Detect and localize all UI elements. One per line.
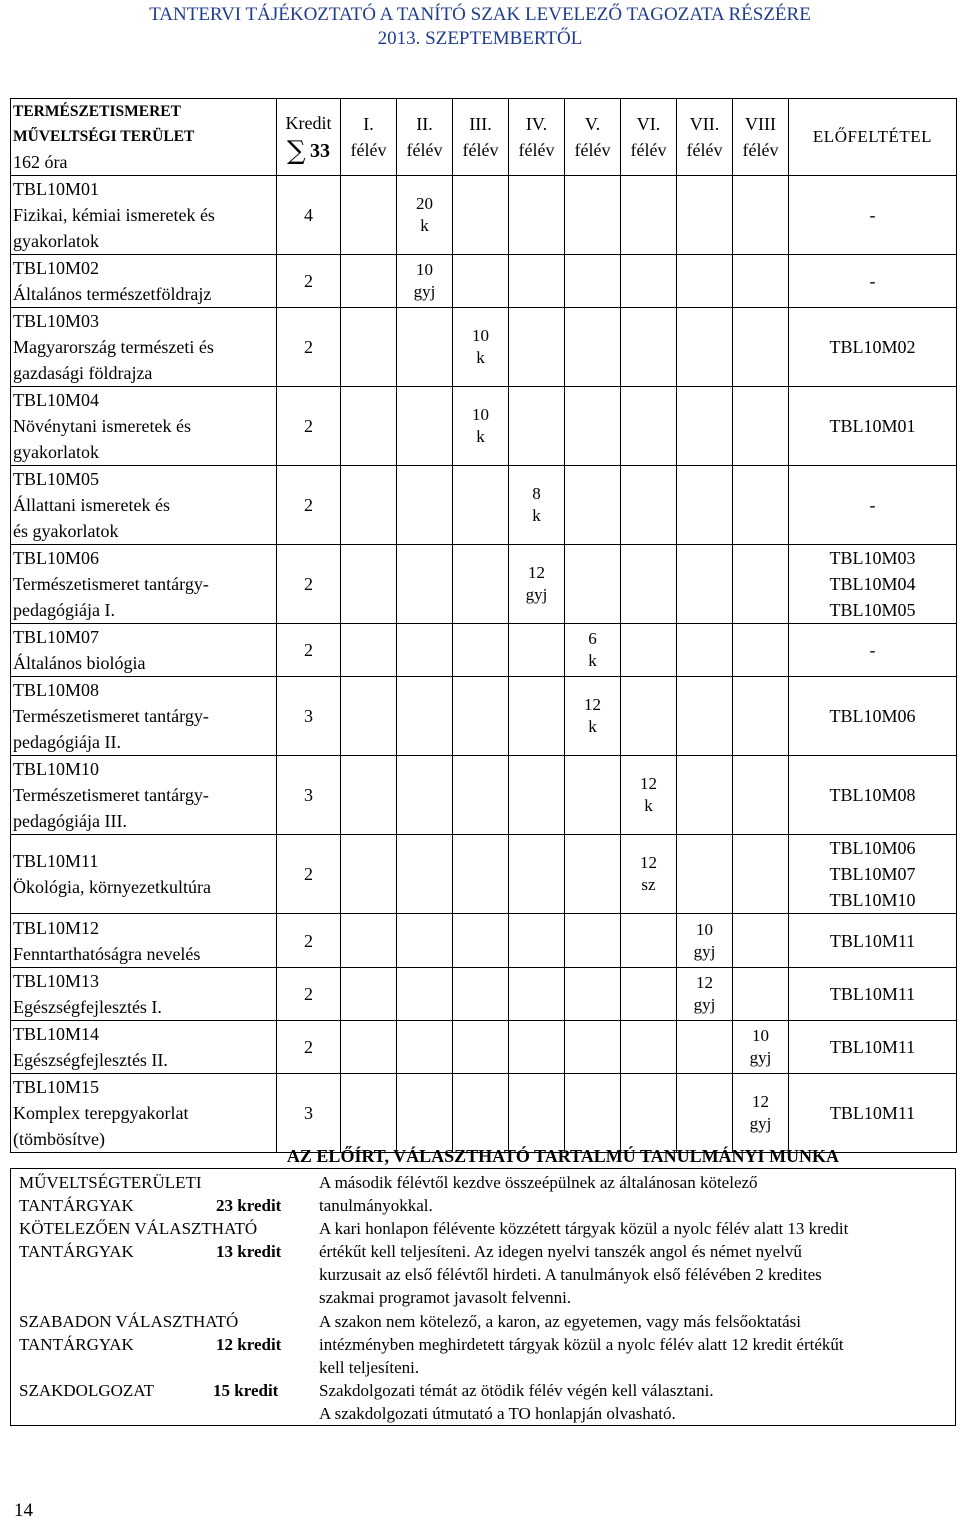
semester-cell [621, 387, 677, 466]
semester-cell [733, 677, 789, 756]
prerequisite-cell [789, 914, 957, 968]
semester-header-8: VIII félév [733, 99, 789, 176]
semester-cell [341, 545, 397, 624]
course-assessment-type: k [588, 651, 597, 670]
course-code: TBL10M07 [13, 627, 100, 647]
semester-cell [565, 387, 621, 466]
course-code: TBL10M02 [13, 258, 100, 278]
course-row [11, 835, 957, 914]
course-assessment-type: k [588, 717, 597, 736]
course-code: TBL10M01 [13, 179, 100, 199]
course-credit: 2 [277, 387, 341, 466]
semester-cell [509, 1021, 565, 1074]
course-code: TBL10M11 [13, 851, 99, 871]
prerequisite-cell [789, 387, 957, 466]
prerequisite-item: TBL10M06 [829, 706, 916, 726]
semester-cell [397, 968, 453, 1021]
semester-cell [565, 1074, 621, 1153]
semester-cell [341, 968, 397, 1021]
area-title-line2: MŰVELTSÉGI TERÜLET [13, 128, 195, 145]
course-row [11, 308, 957, 387]
semester-cell [677, 677, 733, 756]
course-hours: 10 [696, 919, 713, 939]
course-code: TBL10M04 [13, 390, 100, 410]
semester-cell [733, 545, 789, 624]
semester-cell [733, 835, 789, 914]
semester-cell [509, 624, 565, 677]
semester-cell [453, 176, 509, 255]
semester-cell [621, 1074, 677, 1153]
course-hours: 12 [696, 973, 713, 992]
semester-cell [453, 835, 509, 914]
prerequisite-cell [789, 545, 957, 624]
semester-cell [341, 677, 397, 756]
semester-cell [453, 624, 509, 677]
semester-cell [453, 387, 509, 466]
semester-cell [565, 914, 621, 968]
prerequisite-item: TBL10M11 [829, 1103, 916, 1123]
semester-cell [733, 756, 789, 835]
course-hours: 10 [416, 260, 433, 279]
semester-cell [733, 1074, 789, 1153]
course-hours: 12 [752, 1092, 769, 1111]
prerequisite-item: TBL10M07 [829, 864, 916, 884]
kredit-header-cell [277, 99, 341, 176]
semester-cell [677, 176, 733, 255]
semester-cell [453, 255, 509, 308]
course-code: TBL10M13 [13, 971, 100, 991]
semester-cell [397, 387, 453, 466]
course-credit: 2 [277, 466, 341, 545]
course-row [11, 756, 957, 835]
semester-cell [677, 756, 733, 835]
course-name-cell [11, 1074, 277, 1153]
semester-cell [509, 255, 565, 308]
semester-cell [509, 914, 565, 968]
course-name-line1: Magyarország természeti és [13, 337, 214, 357]
semester-cell [565, 466, 621, 545]
course-credit: 2 [277, 255, 341, 308]
course-name-line1: Fenntarthatóságra nevelés [13, 943, 201, 964]
prerequisite-cell [789, 677, 957, 756]
kredit-label: Kredit [285, 112, 332, 133]
semester-cell [565, 176, 621, 255]
page-number: 14 [14, 1500, 33, 1521]
course-name-line1: Ökológia, környezetkultúra [13, 877, 211, 897]
course-assessment-type: gyj [413, 282, 436, 301]
course-row [11, 1074, 957, 1153]
prerequisite-item: - [869, 640, 876, 660]
course-name-cell [11, 624, 277, 677]
semester-cell [453, 677, 509, 756]
semester-cell [453, 308, 509, 387]
course-name-cell [11, 1021, 277, 1074]
semester-cell [733, 387, 789, 466]
prerequisite-item: - [869, 495, 876, 515]
course-name-line1: Növénytani ismeretek és [13, 416, 191, 436]
course-name-cell [11, 308, 277, 387]
semester-cell [397, 756, 453, 835]
course-row [11, 255, 957, 308]
course-credit: 2 [277, 914, 341, 968]
semester-cell [453, 466, 509, 545]
course-name-line1: Általános természetföldrajz [13, 284, 212, 304]
prerequisite-item: TBL10M03 [829, 548, 916, 568]
prerequisite-cell [789, 1074, 957, 1153]
semester-cell [677, 968, 733, 1021]
semester-cell [677, 466, 733, 545]
semester-cell [733, 1021, 789, 1074]
semester-cell [509, 466, 565, 545]
course-name-cell [11, 545, 277, 624]
course-assessment-type: gyj [693, 941, 716, 961]
course-assessment-type: gyj [693, 995, 716, 1014]
semester-cell [397, 1021, 453, 1074]
course-hours: 6 [588, 629, 597, 648]
semester-cell [453, 1021, 509, 1074]
semester-header-1: I. félév [341, 99, 397, 176]
semester-cell [621, 176, 677, 255]
prerequisite-cell [789, 308, 957, 387]
prerequisite-cell [789, 176, 957, 255]
course-name-line1: Állattani ismeretek és [13, 495, 170, 515]
course-name-line2: pedagógiája I. [13, 600, 115, 620]
semester-cell [565, 835, 621, 914]
course-code: TBL10M15 [13, 1077, 100, 1097]
course-credit: 3 [277, 756, 341, 835]
semester-cell [509, 1074, 565, 1153]
prerequisite-item: TBL10M04 [829, 574, 916, 594]
semester-cell [341, 914, 397, 968]
course-assessment-type: k [420, 216, 429, 235]
course-name-line1: Általános biológia [13, 653, 146, 673]
semester-cell [509, 968, 565, 1021]
semester-header-2: II. félév [397, 99, 453, 176]
course-assessment-type: k [644, 796, 653, 815]
semester-cell [397, 914, 453, 968]
course-assessment-type: gyj [525, 585, 548, 604]
semester-cell [565, 308, 621, 387]
course-name-line2: gazdasági földrajza [13, 363, 153, 383]
semester-cell [341, 387, 397, 466]
course-row [11, 176, 957, 255]
semester-cell [677, 308, 733, 387]
prerequisite-item: TBL10M11 [829, 930, 916, 951]
course-credit: 3 [277, 677, 341, 756]
course-credit: 2 [277, 545, 341, 624]
course-name-line2: (tömbösítve) [13, 1129, 105, 1149]
prerequisite-item: TBL10M10 [829, 890, 916, 910]
prerequisite-cell [789, 835, 957, 914]
semester-cell [397, 835, 453, 914]
course-name-cell [11, 176, 277, 255]
area-hours: 162 óra [13, 152, 68, 172]
course-name-line2: gyakorlatok [13, 231, 99, 251]
prerequisite-item: - [869, 205, 876, 225]
prerequisite-item: TBL10M11 [829, 984, 916, 1004]
notes-box: MŰVELTSÉGTERÜLETI TANTÁRGYAK 23 kredit A második félévtől kezdve összeépülnek az általánosan kötelező tanulmányokkal. KÖTELEZŐEN VÁLASZTHATÓ TANTÁRGYAK 13 kredit A kari honlapon félévente közzétett tárgyak közül a nyolc félév alatt 13 kredit értékűt kell teljesíteni. Az idegen nyelvi tanszék angol és német nyelvű kurzusait az első félévtől hirdeti. A tanulmányok első félévében 2 kredites szakmai programot javasolt felvenni. SZABADON VÁLASZTHATÓ TANTÁRGYAK 12 kredit A szakon nem kötelező, a karon, az egyetemen, vagy más felsőoktatási intézményben meghirdetett tárgyak közül a nyolc félév alatt 12 kredit értékűt kell teljesíteni. SZAKDOLGOZAT 15 kredit Szakdolgozati témát az ötödik félév végén kell választani. A szakdolgozati útmutató a TO honlapján olvasható. [10, 1168, 956, 1426]
course-name-cell [11, 835, 277, 914]
semester-cell [509, 545, 565, 624]
semester-cell [677, 1074, 733, 1153]
semester-cell [397, 677, 453, 756]
course-name-cell [11, 466, 277, 545]
course-name-line2: pedagógiája III. [13, 811, 127, 831]
table-header-row [11, 99, 957, 176]
semester-header-3: III. félév [453, 99, 509, 176]
semester-cell [453, 1074, 509, 1153]
course-code: TBL10M05 [13, 469, 100, 489]
semester-cell [509, 387, 565, 466]
course-name-line2: gyakorlatok [13, 442, 99, 462]
prerequisite-item: TBL10M06 [829, 838, 916, 858]
course-credit: 2 [277, 968, 341, 1021]
semester-cell [677, 255, 733, 308]
course-code: TBL10M06 [13, 548, 100, 568]
semester-cell [565, 1021, 621, 1074]
prerequisite-item: TBL10M05 [829, 600, 916, 620]
curriculum-table [10, 98, 957, 1153]
course-hours: 12 [640, 853, 657, 872]
semester-cell [621, 968, 677, 1021]
course-name-line1: Egészségfejlesztés II. [13, 1050, 168, 1070]
course-credit: 2 [277, 308, 341, 387]
course-hours: 10 [472, 405, 489, 424]
course-assessment-type: k [476, 348, 485, 367]
semester-cell [621, 545, 677, 624]
document-title: TANTERVI TÁJÉKOZTATÓ A TANÍTÓ SZAK LEVELEZŐ TAGOZATA RÉSZÉRE [149, 4, 811, 25]
semester-cell [621, 677, 677, 756]
semester-cell [621, 835, 677, 914]
course-hours: 10 [752, 1026, 769, 1045]
prerequisite-item: - [869, 271, 876, 291]
course-code: TBL10M03 [13, 311, 100, 331]
semester-cell [621, 308, 677, 387]
semester-cell [621, 756, 677, 835]
prerequisite-cell [789, 968, 957, 1021]
semester-cell [509, 176, 565, 255]
semester-cell [341, 1074, 397, 1153]
course-name-line1: Fizikai, kémiai ismeretek és [13, 205, 215, 225]
course-name-line1: Természetismeret tantárgy- [13, 706, 209, 726]
prerequisite-item: TBL10M11 [829, 1037, 916, 1057]
semester-cell [453, 545, 509, 624]
semester-cell [733, 176, 789, 255]
course-hours: 20 [416, 194, 433, 213]
semester-cell [341, 308, 397, 387]
prerequisite-cell [789, 255, 957, 308]
course-credit: 4 [277, 176, 341, 255]
semester-cell [341, 756, 397, 835]
semester-cell [397, 545, 453, 624]
course-code: TBL10M12 [13, 917, 100, 938]
course-row [11, 914, 957, 968]
semester-cell [565, 255, 621, 308]
notes-title: AZ ELŐÍRT, VÁLASZTHATÓ TARTALMÚ TANULMÁNYI MUNKA [286, 1146, 840, 1166]
prerequisite-cell [789, 466, 957, 545]
course-code: TBL10M08 [13, 680, 100, 700]
document-subtitle: 2013. SZEPTEMBERTŐL [377, 28, 583, 49]
semester-header-4: IV. félév [509, 99, 565, 176]
course-name-cell [11, 387, 277, 466]
prerequisite-item: TBL10M08 [829, 785, 916, 805]
semester-cell [397, 1074, 453, 1153]
course-row [11, 624, 957, 677]
semester-cell [453, 756, 509, 835]
course-name-line2: pedagógiája II. [13, 732, 121, 752]
semester-cell [509, 677, 565, 756]
semester-header-7: VII. félév [677, 99, 733, 176]
course-hours: 10 [472, 326, 489, 345]
course-name-line1: Természetismeret tantárgy- [13, 574, 209, 594]
course-name-cell [11, 914, 277, 968]
course-assessment-type: k [476, 427, 485, 446]
course-credit: 2 [277, 624, 341, 677]
semester-cell [453, 968, 509, 1021]
prerequisite-cell [789, 756, 957, 835]
semester-cell [677, 624, 733, 677]
semester-cell [621, 255, 677, 308]
course-row [11, 677, 957, 756]
semester-cell [509, 308, 565, 387]
course-code: TBL10M10 [13, 759, 100, 779]
prereq-header: ELŐFELTÉTEL [789, 99, 957, 176]
semester-cell [509, 756, 565, 835]
semester-cell [621, 914, 677, 968]
prerequisite-cell [789, 624, 957, 677]
course-row [11, 545, 957, 624]
semester-cell [565, 968, 621, 1021]
semester-cell [733, 624, 789, 677]
semester-cell [677, 545, 733, 624]
course-row [11, 968, 957, 1021]
course-assessment-type: gyj [749, 1048, 772, 1067]
course-row [11, 387, 957, 466]
course-name-line1: Komplex terepgyakorlat [13, 1103, 189, 1123]
semester-cell [341, 255, 397, 308]
course-code: TBL10M14 [13, 1024, 100, 1044]
kredit-total: 33 [310, 139, 331, 162]
semester-header-5: V. félév [565, 99, 621, 176]
semester-cell [677, 387, 733, 466]
semester-cell [733, 466, 789, 545]
semester-cell [341, 1021, 397, 1074]
course-credit: 2 [277, 1021, 341, 1074]
course-name-cell [11, 756, 277, 835]
semester-cell [621, 1021, 677, 1074]
course-name-cell [11, 968, 277, 1021]
course-hours: 12 [640, 774, 657, 793]
course-row [11, 1021, 957, 1074]
course-credit: 3 [277, 1074, 341, 1153]
semester-cell [733, 308, 789, 387]
semester-cell [453, 914, 509, 968]
semester-cell [621, 624, 677, 677]
semester-cell [341, 624, 397, 677]
semester-cell [397, 466, 453, 545]
semester-cell [565, 677, 621, 756]
semester-cell [677, 1021, 733, 1074]
semester-cell [621, 466, 677, 545]
semester-cell [565, 624, 621, 677]
semester-header-6: VI. félév [621, 99, 677, 176]
course-row [11, 466, 957, 545]
semester-cell [733, 914, 789, 968]
semester-cell [341, 466, 397, 545]
prerequisite-cell [789, 1021, 957, 1074]
semester-cell [565, 756, 621, 835]
semester-cell [509, 835, 565, 914]
course-name-line1: Egészségfejlesztés I. [13, 997, 162, 1017]
semester-cell [677, 914, 733, 968]
semester-cell [397, 308, 453, 387]
area-header-cell [11, 99, 277, 176]
sum-icon: ∑ [286, 135, 306, 166]
area-title-line1: TERMÉSZETISMERET [13, 103, 181, 120]
semester-cell [733, 255, 789, 308]
prerequisite-item: TBL10M01 [829, 416, 916, 436]
semester-cell [341, 176, 397, 255]
course-name-line2: és gyakorlatok [13, 521, 119, 541]
semester-cell [565, 545, 621, 624]
semester-cell [397, 624, 453, 677]
course-credit: 2 [277, 835, 341, 914]
semester-cell [341, 835, 397, 914]
semester-cell [677, 835, 733, 914]
semester-cell [733, 968, 789, 1021]
semester-cell [397, 176, 453, 255]
course-hours: 12 [528, 563, 545, 582]
semester-cell [397, 255, 453, 308]
course-assessment-type: sz [641, 875, 656, 894]
course-hours: 12 [584, 695, 601, 714]
course-hours: 8 [532, 484, 541, 503]
prerequisite-item: TBL10M02 [829, 337, 916, 357]
course-assessment-type: k [532, 506, 541, 525]
course-assessment-type: gyj [749, 1114, 772, 1133]
course-name-line1: Természetismeret tantárgy- [13, 785, 209, 805]
course-name-cell [11, 255, 277, 308]
course-name-cell [11, 677, 277, 756]
